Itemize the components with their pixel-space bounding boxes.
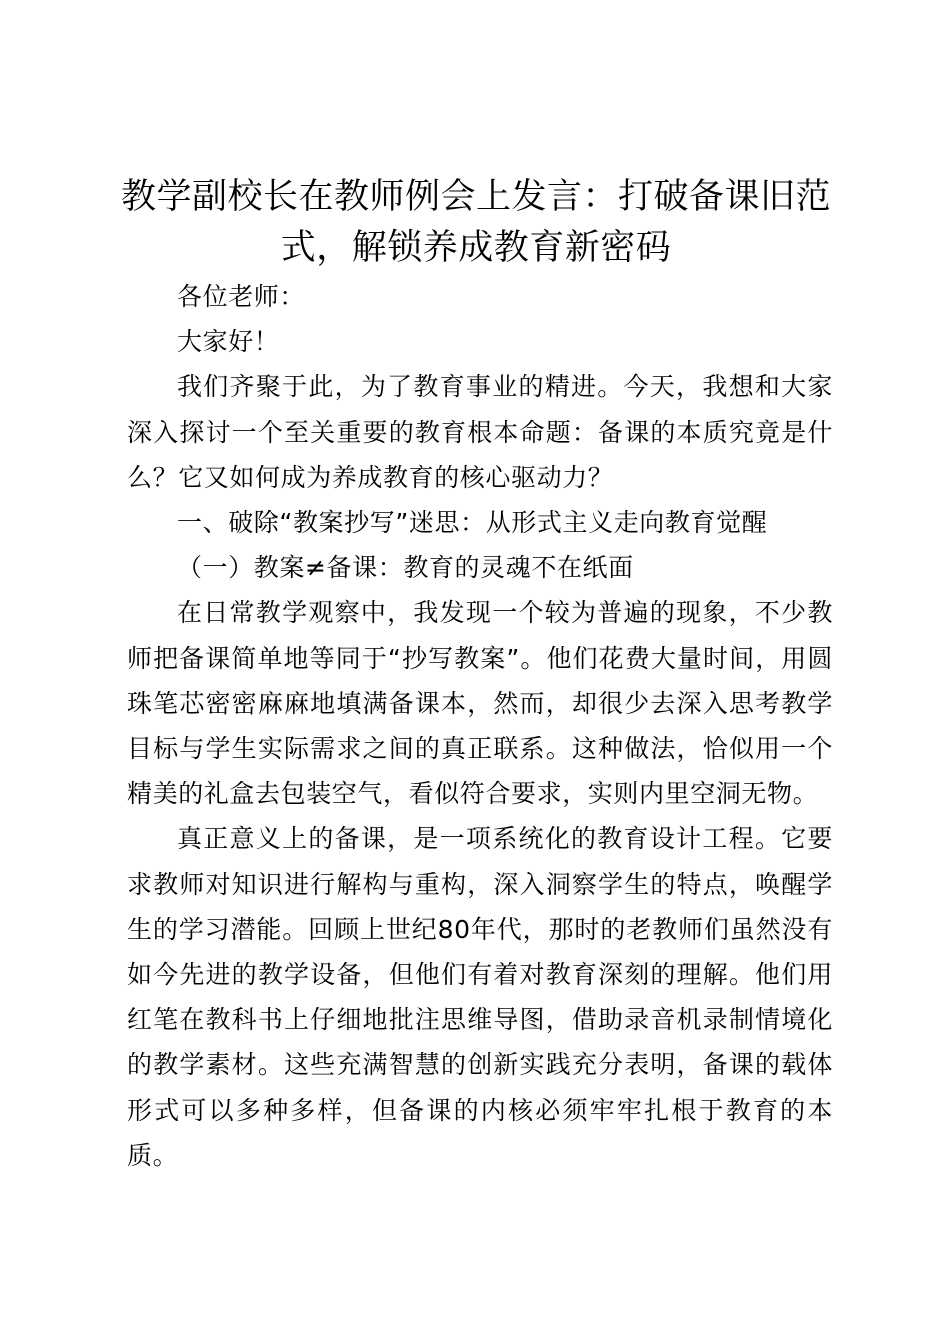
body-paragraph: 真正意义上的备课，是一项系统化的教育设计工程。它要求教师对知识进行解构与重构，深入洞察学生的特点，唤醒学生的学习潜能。回顾上世纪80年代，那时的老教师们虽然没有如今先进的教学设备，但他们有着对教育深刻的理解。他们用红笔在教科书上仔细地批注思维导图，借助录音机录制情境化的教学素材。这些充满智慧的创新实践充分表明，备课的载体形式可以多种多样，但备课的内核必须牢牢扎根于教育的本质。 (127, 824, 833, 1170)
body-paragraph: 在日常教学观察中，我发现一个较为普遍的现象，不少教师把备课简单地等同于“抄写教案”。他们花费大量时间，用圆珠笔芯密密麻麻地填满备课本，然而，却很少去深入思考教学目标与学生实际需求之间的真正联系。这种做法，恰似用一个精美的礼盒去包装空气，看似符合要求，实则内里空洞无物。 (127, 598, 833, 809)
document-title: 教学副校长在教师例会上发言：打破备课旧范式，解锁养成教育新密码 (120, 177, 831, 268)
document-body (127, 274, 833, 1178)
intro-paragraph: 我们齐聚于此，为了教育事业的精进。今天，我想和大家深入探讨一个至关重要的教育根本命题：备课的本质究竟是什么？它又如何成为养成教育的核心驱动力？ (127, 372, 833, 492)
greeting: 大家好！ (177, 327, 280, 357)
subsection-heading: （一）教案≠备课：教育的灵魂不在纸面 (177, 553, 634, 583)
salutation: 各位老师： (177, 282, 306, 311)
section-heading: 一、破除“教案抄写”迷思：从形式主义走向教育觉醒 (177, 508, 768, 538)
